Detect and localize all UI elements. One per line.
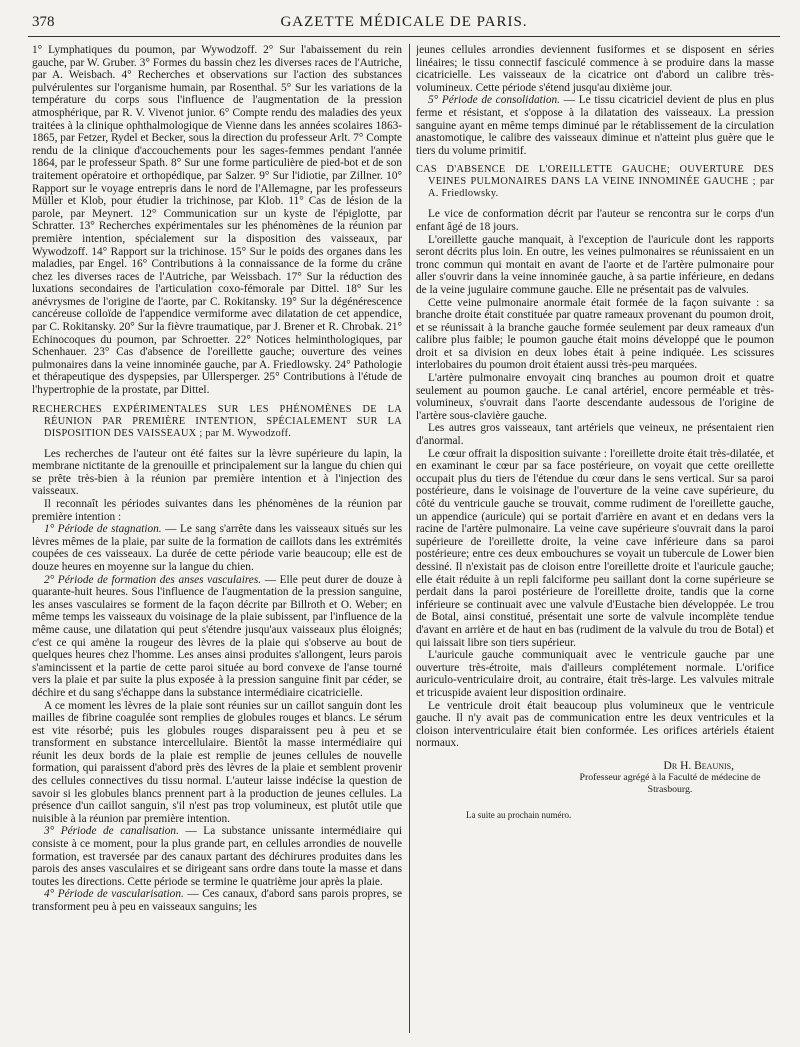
period-2-continued: A ce moment les lèvres de la plaie sont réunies sur un caillot sanguin dont les mailles de fibrine coagulée sont remplies de globules rouges et blancs. Le sérum est vite résorbé; puis les globules rouges disparaissent peu à peu et se transforment en substance intercellulaire. Bientôt la masse intermédiaire qui réunit les deux bords de la plaie est remplie de jeunes cellules de nouvelle formation, qui paraissent d'abord près des lèvres de la plaie et semblent provenir des cellules connectives du tissu normal. L'auteur laisse indécise la question de savoir si les globules blancs prennent part à la production de jeunes cellules. La présence d'un caillot sanguin, s'il n'est pas trop volumineux, est plutôt utile que nuisible à la réunion par première intention. xyxy=(32,699,402,825)
case-paragraph-3: Cette veine pulmonaire anormale était formée de la façon suivante : sa branche droite était constituée par quatre rameaux provenant du poumon droit, et se réunissait à la branche gauche formée seulement par deux rameaux d'un calibre plus faible; le poumon gauche était moins développé que le poumon droit et sa division en deux lobes était à peine indiquée. Les scissures interlobaires du poumon droit étaient aussi très-peu marquées. xyxy=(416,296,774,372)
page-header xyxy=(28,6,780,37)
period-5-text: — Le tissu cicatriciel devient de plus en plus ferme et résistant, et s'oppose à la dilatation des vaisseaux. La pression sanguine ayant en même temps diminué par le rétablissement de la circulation anastomotique, le calibre des vaisseaux diminue et n'atteint plus guère que le tiers du volume primitif. xyxy=(416,94,774,157)
continuation-paragraph: jeunes cellules arrondies deviennent fusiformes et se disposent en séries linéaires; le tissu connectif fasciculé commence à se produire dans la masse cicatricielle. Les vaisseaux de la cicatrice ont d'abord un calibre très-volumineux. Cette période s'étend jusqu'au dixième jour. xyxy=(416,44,774,94)
toc-paragraph: 1° Lymphatiques du poumon, par Wywodzoff. 2° Sur l'abaissement du rein gauche, par W. Gruber. 3° Formes du bassin chez les diverses races de l'Autriche, par A. Weisbach. 4° Recherches et observations sur l'action des substances pulvérulentes sur l'organisme humain, par Rosenthal. 5° Sur les variations de la température du corps sous l'influence de l'augmentation de la pression atmosphérique, par R. V. Vivenot junior. 6° Compte rendu des maladies des yeux traitées à la clinique ophthalmologique de Vienne dans les années scolaires 1863-1865, par Fetzer, Rydel et Becker, sous la direction du professeur Arlt. 7° Compte rendu de la clinique d'accouchements pour les sages-femmes pendant l'année 1864, par le professeur Spath. 8° Sur une forme particulière de pied-bot et de son traitement opératoire et orthopédique, par Salzer. 9° Sur l'idiotie, par Zillner. 10° Rapport sur le voyage entrepris dans le nord de l'Allemagne, par les professeurs Müller et Klob, pour étudier la trichinose, par Klob. 11° Cas de lésion de la parole, par Meynert. 12° Communication sur un kyste de l'épiglotte, par Schratter. 13° Recherches expérimentales sur les phénomènes de la réunion par première intention, spécialement sur la disposition des vaisseaux, par Wywodzoff. 14° Rapport sur la trichinose. 15° Sur le poids des organes dans les maladies, par Engel. 16° Contributions à la connaissance de la forme du crâne chez les diverses races de l'Autriche, par Weissbach. 17° Sur la réduction des luxations secondaires de l'articulation coxo-fémorale par Dittel. 18° Sur les anévrysmes de l'origine de l'aorte, par C. Rokitansky. 19° Sur la dégénérescence cancéreuse colloïde de l'appendice vermiforme avec dilatation de cet appendice, par C. Rokitansky. 20° Sur la fièvre traumatique, par J. Brener et R. Chrobak. 21° Echinocoques du poumon, par Schroetter. 22° Notices helminthologiques, par Schenhauer. 23° Cas d'absence de l'oreillette gauche; ouverture des veines pulmonaires dans la veine innominée gauche, par A. Friedlowsky. 24° Pathologie et thérapeutique des dyspepsies, par Ullersperger. 25° Contributions à l'étude de l'hypertrophie de la prostate, par Dittel. xyxy=(32,44,402,397)
period-4 xyxy=(32,888,402,913)
period-4-text: — Ces canaux, d'abord sans parois propres, se transforment peu à peu en vaisseaux sanguins; les xyxy=(32,888,402,913)
left-column xyxy=(32,44,402,1037)
column-divider xyxy=(409,44,410,1033)
period-2-text: — Elle peut durer de douze à quarante-huit heures. Sous l'influence de l'augmentation de la pression sanguine, les anses vasculaires se forment de la façon décrite par Billroth et O. Weber; en même temps les vaisseaux du voisinage de la plaie subissent, par l'influence de la même cause, une dilatation qui peut s'étendre jusqu'aux vaisseaux plus éloignés; c'est ce qui amène la rougeur des lèvres de la plaie qui s'observe au bout de quelques heures chez l'homme. Les anses ainsi produites s'allongent, leurs parois s'amincissent et la partie de cette paroi située au bord convexe de l'anse tourné vers la plaie et par suite la plus exposée à la pression sanguine finit par céder, se déchire et du sang s'échappe dans la substance intermédiaire cicatricielle. xyxy=(32,573,402,699)
periods-intro: Il reconnaît les périodes suivantes dans les phénomènes de la réunion par première intention : xyxy=(32,498,402,523)
case-heading-title: CAS D'ABSENCE DE L'OREILLETTE GAUCHE; OUVERTURE DES VEINES PULMONAIRES DANS LA VEINE INNOMINÉE GAUCHE ; xyxy=(416,164,774,188)
period-3-title: 3° Période de canalisation. xyxy=(44,825,179,838)
case-paragraph-4: L'artère pulmonaire envoyait cinq branches au poumon droit et quatre seulement au poumon gauche. Le canal artériel, encore perméable et très-volumineux, s'ouvrait dans l'aorte descendante audessous de l'origine de l'artère sous-clavière gauche. xyxy=(416,372,774,422)
case-paragraph-7: L'auricule gauche communiquait avec le ventricule gauche par une ouverture très-étroite, mais d'ailleurs complétement normale. L'orifice auriculo-ventriculaire droit, au contraire, était très-large. Les valvules mitrale et tricuspide avaient leur disposition ordinaire. xyxy=(416,649,774,699)
author-signature: Dr H. Beaunis, xyxy=(663,759,734,772)
case-paragraph-2: L'oreillette gauche manquait, à l'exception de l'auricule dont les rapports seront décrits plus loin. En outre, les veines pulmonaires se réunissaient en un tronc commun qui montait en avant de l'aorte et de l'artère pulmonaire pour aller s'ouvrir dans la veine innominée gauche, à sa partie inférieure, en dedans de la veine jugulaire commune gauche. Elle ne présentait pas de valvules. xyxy=(416,233,774,296)
period-2-title: 2° Période de formation des anses vasculaires. xyxy=(44,573,262,586)
article-heading-title: RECHERCHES EXPÉRIMENTALES SUR LES PHÉNOMÈNES DE LA RÉUNION PAR PREMIÈRE INTENTION, SPÉCIALEMENT SUR LA DISPOSITION DES VAISSEAUX ; xyxy=(32,403,402,439)
journal-title: GAZETTE MÉDICALE DE PARIS. xyxy=(280,14,528,30)
period-1-title: 1° Période de stagnation. xyxy=(44,523,162,536)
right-column xyxy=(416,44,774,1037)
article-heading xyxy=(32,404,402,440)
period-2 xyxy=(32,574,402,700)
period-1-text: — Le sang s'arrête dans les vaisseaux situés sur les lèvres mêmes de la plaie, par suite de la formation de caillots dans les extrémités coupées de ces vaisseaux. La durée de cette période varie beaucoup; elle est de douze heures en moyenne sur la langue du chien. xyxy=(32,523,402,573)
case-paragraph-1: Le vice de conformation décrit par l'auteur se rencontra sur le corps d'un enfant âgé de 18 jours. xyxy=(416,208,774,233)
article-intro: Les recherches de l'auteur ont été faites sur la lèvre supérieure du lapin, la membrane nictitante de la grenouille et principalement sur la langue du chien qui se prête très-bien à la réunion par première intention et à l'injection des vaisseaux. xyxy=(32,447,402,498)
page-number: 378 xyxy=(32,14,55,30)
period-3 xyxy=(32,825,402,888)
case-author: par A. Friedlowsky. xyxy=(428,176,774,200)
case-heading xyxy=(416,164,774,200)
case-paragraph-8: Le ventricule droit était beaucoup plus volumineux que le ventricule gauche. Il n'y avait pas de communication entre les deux ventricules et la cloison interventriculaire était bien conformée. Les orifices artériels étaient normaux. xyxy=(416,699,774,750)
period-3-text: — La substance unissante intermédiaire qui consiste à ce moment, pour la plus grande part, en cellules arrondies de nouvelle formation, est traversée par des canaux partant des déchirures produites dans les parois des anses vasculaires et se dirigeant sans ordre dans toute la masse et dans toutes les directions. Cette période se termine le quatrième jour après la plaie. xyxy=(32,825,402,888)
case-paragraph-5: Les autres gros vaisseaux, tant artériels que veineux, ne présentaient rien d'anormal. xyxy=(416,422,774,448)
period-5-title: 5° Période de consolidation. xyxy=(428,94,561,107)
continued-note: La suite au prochain numéro. xyxy=(466,810,572,821)
article-author: par M. Wywodzoff. xyxy=(205,427,292,439)
case-paragraph-6: Le cœur offrait la disposition suivante : l'oreillette droite était très-dilatée, et en examinant le cœur par sa face postérieure, on voyait que cette oreillette occupait plus du tiers de l'étendue du cœur dans le sens vertical. Sur sa paroi postérieure, dans le voisinage de l'ouverture de la veine cave supérieure, du côté du ventricule gauche se trouvait, comme rudiment de l'oreillette gauche, un appendice (auricule) qui se portait d'arrière en avant et en dedans vers la racine de l'artère pulmonaire. La veine cave supérieure s'ouvrait dans la paroi supérieure de l'oreillette droite, la veine cave inférieure dans sa paroi postérieure; entre ces deux embouchures se voyait un tubercule de Lower bien dessiné. Il n'existait pas de cloison entre l'oreillette droite et l'auricule gauche; elle était réduite à un repli falciforme peu saillant dont la corne supérieure se perdait dans la paroi postérieure de l'oreillette droite, tandis que la corne inférieure se continuait avec une valvule d'Eustache bien développée. Le trou de Botal, ainsi constitué, présentait une sorte de valvule incomplète tendue d'avant en arrière et de haut en bas (rudiment de la valvule du trou de Botal) et qui laissait libre son tiers supérieur. xyxy=(416,447,774,649)
author-affiliation: Professeur agrégé à la Faculté de médecine de Strasbourg. xyxy=(579,772,761,795)
period-1 xyxy=(32,523,402,573)
period-5 xyxy=(416,94,774,157)
period-4-title: 4° Période de vascularisation. xyxy=(44,888,184,901)
